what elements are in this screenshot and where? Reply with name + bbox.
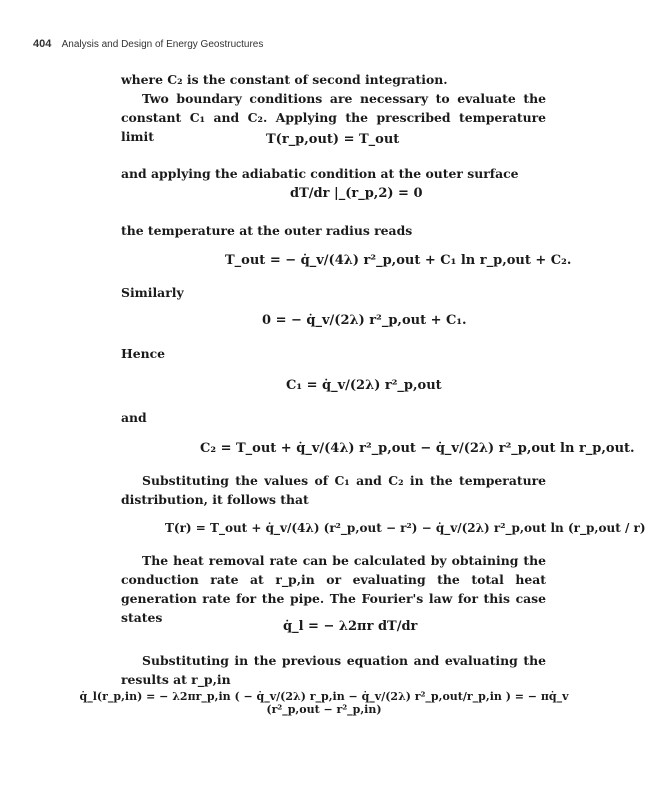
equation-c2 <box>200 441 635 456</box>
equation-zero <box>262 313 467 328</box>
equation-t-out <box>225 253 571 268</box>
paragraph-substituting: Substituting the values of C₁ and C₂ in the temperature distribution, it follows that <box>121 473 546 507</box>
eq3-text: T_out = − q̇_v/(4λ) r²_p,out + C₁ ln r_p,out + C₂. <box>225 253 572 268</box>
equation-prescribed-temperature <box>266 132 399 147</box>
eq7-text: T(r) = T_out + q̇_v/(4λ) (r²_p,out − r²) − q̇_v/(2λ) r²_p,out ln (r_p,out / r) <box>165 521 646 535</box>
equation-c1 <box>286 378 442 393</box>
paragraph-heat-removal: The heat removal rate can be calculated by obtaining the conduction rate at r_p,in or evaluating the total heat generation rate for the pipe. The Fourier's law for this case states <box>121 553 546 625</box>
eq9-text: q̇_l(r_p,in) = − λ2πr_p,in ( − q̇_v/(2λ) r_p,in − q̇_v/(2λ) r²_p,out/r_p,in ) = − πq̇_v (r²_p,out − r²_p,in) <box>79 690 569 716</box>
eq6-text: C₂ = T_out + q̇_v/(4λ) r²_p,out − q̇_v/(2λ) r²_p,out ln r_p,out. <box>200 441 635 456</box>
label-and: and <box>121 410 147 425</box>
running-title: Analysis and Design of Energy Geostructures <box>61 39 264 50</box>
eq8-text: q̇_l = − λ2πr dT/dr <box>283 619 418 634</box>
eq4-text: 0 = − q̇_v/(2λ) r²_p,out + C₁. <box>262 313 467 328</box>
equation-adiabatic-condition <box>290 186 423 201</box>
eq2-text: dT/dr |_(r_p,2) = 0 <box>290 186 423 201</box>
eq5-text: C₁ = q̇_v/(2λ) r²_p,out <box>286 378 442 393</box>
eq1-text: T(r_p,out) = T_out <box>266 132 400 147</box>
label-similarly: Similarly <box>121 285 184 300</box>
equation-fourier-law <box>283 619 417 634</box>
paragraph-boundary-conditions: Two boundary conditions are necessary to evaluate the constant C₁ and C₂. Applying the prescribed temperature limit <box>121 91 546 144</box>
label-hence: Hence <box>121 346 166 361</box>
paragraph-adiabatic: and applying the adiabatic condition at the outer surface <box>121 166 519 181</box>
paragraph-outer-radius: the temperature at the outer radius reads <box>121 223 413 238</box>
equation-heat-rate <box>60 690 588 716</box>
paragraph-constant-c2: where C₂ is the constant of second integration. <box>121 72 448 87</box>
equation-temperature-distribution <box>165 521 646 535</box>
page-number: 404 <box>33 38 52 50</box>
paragraph-evaluating: Substituting in the previous equation and evaluating the results at r_p,in <box>121 653 546 687</box>
running-header <box>33 38 263 50</box>
